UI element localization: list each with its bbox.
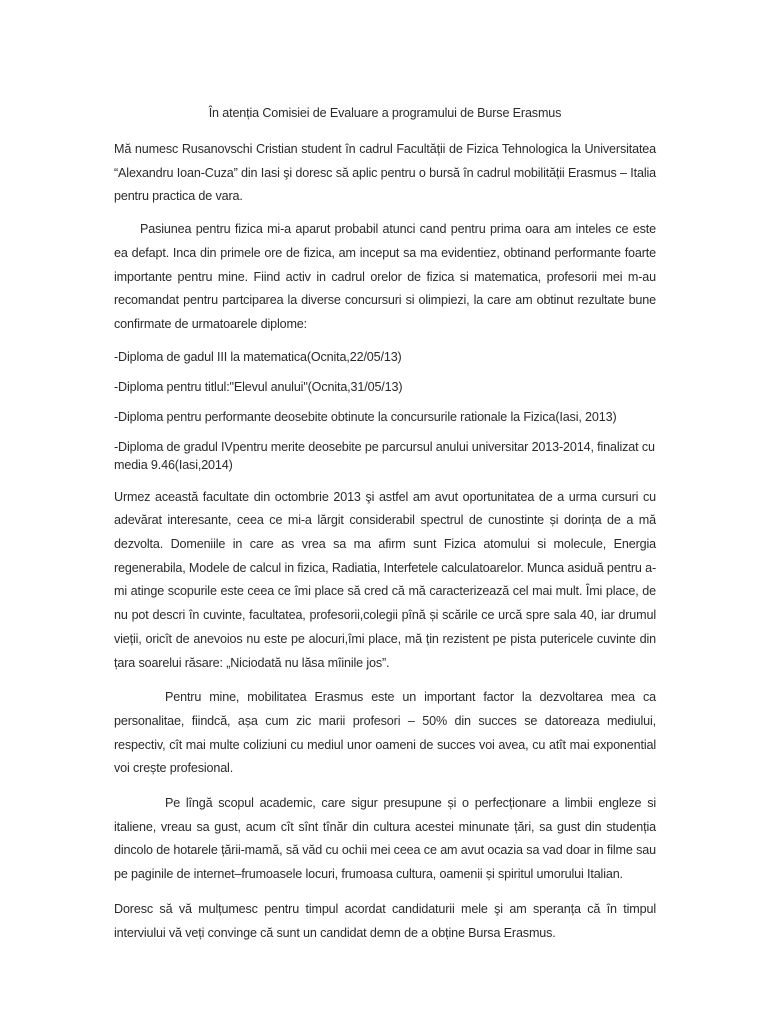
diploma-item-4: -Diploma de gradul IVpentru merite deosebite pe parcursul anului universitar 2013-2014, finalizat cu media 9.46(Iasi,2014) [114, 439, 655, 473]
letter-title: În atenția Comisiei de Evaluare a programului de Burse Erasmus [208, 106, 562, 120]
closing-paragraph: Doresc să vă mulțumesc pentru timpul acordat candidaturii mele şi am speranța că în timpul interviului vă veți convinge că sunt un candidat demn de a obține Bursa Erasmus. [114, 901, 656, 940]
passion-paragraph: Pasiunea pentru fizica mi-a aparut probabil atunci cand pentru prima oara am inteles ce este ea defapt. Inca din primele ore de fizica, am inceput sa ma evidentiez, obtinand performante foarte importante pentru mine. Fiind activ in cadrul orelor de fizica si matematica, profesorii mei m-au recomandat pentru partciparea la diverse concursuri si olimpiezi, la care am obtinut rezultate bune confirmate de urmatoarele diplome: [114, 222, 656, 331]
intro-paragraph: Mă numesc Rusanovschi Cristian student în cadrul Facultății de Fizica Tehnologica la Universitatea “Alexandru Ioan-Cuza” din Iasi şi doresc să aplic pentru o bursă în cadrul mobilității Erasmus – Italia pentru practica de vara. [114, 142, 656, 204]
diploma-item-1: -Diploma de gadul III la matematica(Ocnita,22/05/13) [114, 349, 402, 364]
faculty-paragraph: Urmez această facultate din octombrie 2013 şi astfel am avut oportunitatea de a urma cursuri cu adevărat interesante, ceea ce mi-a lărgit considerabil spectrul de cunostinte și dorința de a mă dezvolta. Domeniile in care as vrea sa ma afirm sunt Fizica atomului si molecule, Energia regenerabila, Modele de calcul in fizica, Radiatia, Interfetele calculatoarelor. Munca asiduă pentru a-mi atinge scopurile este ceea ce îmi place să cred că mă caracterizează cel mai mult. Îmi place, de nu pot descri în cuvinte, facultatea, profesorii,colegii pînă și scările ce urcă spre sala 40, iar drumul vieții, oricît de anevoios nu este pe alocuri,îmi place, mă țin rezistent pe pista putericele cuvinte din țara soarelui răsare: „Niciodată nu lăsa mîinile jos”. [114, 489, 656, 670]
diploma-item-2: -Diploma pentru titlul:"Elevul anului"(Ocnita,31/05/13) [114, 379, 403, 394]
academic-paragraph: Pe lîngă scopul academic, care sigur presupune și o perfecționare a limbii engleze si italiene, vreau sa gust, acum cît sînt tînăr din cultura acestei minunate țări, sa gust din studenția dincolo de hotarele țării-mamă, să văd cu ochii mei ceea ce am avut ocazia sa vad doar in filme sau pe paginile de internet–frumoasele locuri, frumoasa cultura, oamenii și spiritul umorului Italian. [114, 796, 656, 882]
mobility-paragraph: Pentru mine, mobilitatea Erasmus este un important factor la dezvoltarea mea ca personalitae, fiindcă, așa cum zic marii profesori – 50% din succes se datoreaza mediului, respectiv, cît mai multe coliziuni cu mediul unor oameni de succes voi avea, cu atît mai exponential voi crește profesional. [114, 690, 656, 776]
diploma-item-3: -Diploma pentru performante deosebite obtinute la concursurile rationale la Fizica(Iasi, 2013) [114, 409, 617, 424]
